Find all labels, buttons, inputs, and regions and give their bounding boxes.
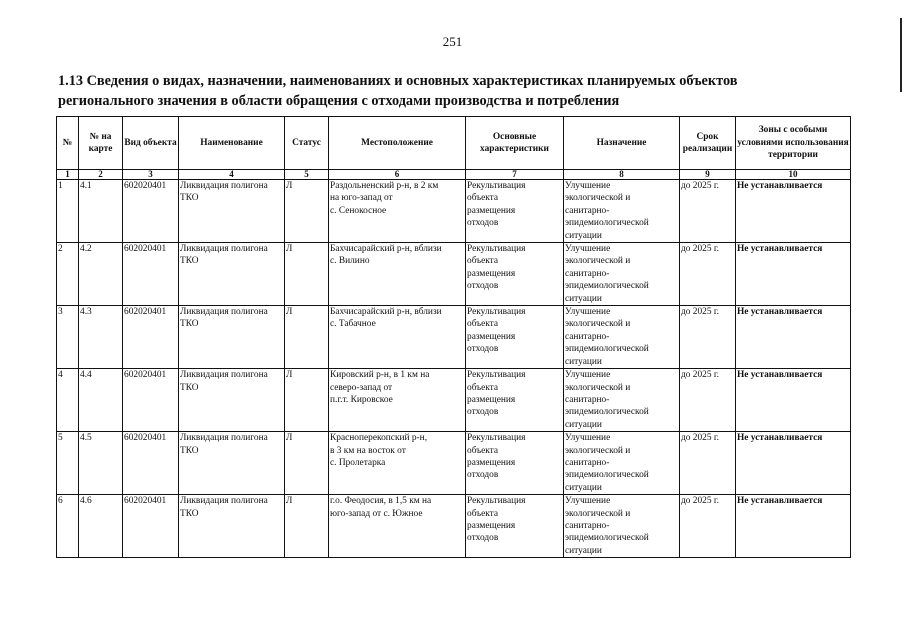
cell-zones: Не устанавливается (736, 180, 851, 243)
cell-location-text: Бахчисарайский р-н, вблизи с. Вилино (330, 244, 442, 267)
cell-purpose (564, 495, 680, 558)
cell-map-no: 4.5 (79, 432, 123, 495)
cell-purpose-text: Улучшение экологической и санитарно- эпидемиологической ситуации (565, 181, 649, 241)
cell-name (179, 306, 285, 369)
cell-map-no: 4.1 (79, 180, 123, 243)
cell-name (179, 495, 285, 558)
cell-map-no: 4.3 (79, 306, 123, 369)
column-index-cell: 2 (79, 170, 123, 180)
cell-object-type: 602020401 (123, 495, 179, 558)
cell-status: Л (285, 243, 329, 306)
column-index-cell: 8 (564, 170, 680, 180)
cell-deadline: до 2025 г. (680, 180, 736, 243)
column-index-cell: 6 (329, 170, 466, 180)
cell-location-text: Красноперекопский р-н, в 3 км на восток от с. Пролетарка (330, 433, 428, 468)
header-map-no: № на карте (79, 117, 123, 170)
column-index-cell: 3 (123, 170, 179, 180)
cell-no: 4 (57, 369, 79, 432)
cell-purpose-text: Улучшение экологической и санитарно- эпидемиологической ситуации (565, 433, 649, 493)
cell-zones: Не устанавливается (736, 432, 851, 495)
cell-zones: Не устанавливается (736, 306, 851, 369)
cell-location-text: Кировский р-н, в 1 км на северо-запад от п.г.т. Кировское (330, 370, 430, 405)
table-row (57, 306, 851, 369)
cell-no: 5 (57, 432, 79, 495)
cell-deadline: до 2025 г. (680, 495, 736, 558)
cell-map-no: 4.2 (79, 243, 123, 306)
column-index-cell: 1 (57, 170, 79, 180)
cell-no: 6 (57, 495, 79, 558)
section-title-line-2: регионального значения в области обращения с отходами производства и потребления (58, 93, 620, 109)
cell-purpose (564, 369, 680, 432)
planned-objects-table (56, 116, 851, 558)
cell-characteristics (466, 495, 564, 558)
cell-location-text: г.о. Феодосия, в 1,5 км на юго-запад от с. Южное (330, 496, 432, 519)
column-index-cell: 5 (285, 170, 329, 180)
cell-characteristics-text: Рекультивация объекта размещения отходов (467, 307, 526, 355)
cell-name (179, 432, 285, 495)
header-no: № (57, 117, 79, 170)
cell-object-type: 602020401 (123, 243, 179, 306)
cell-purpose (564, 432, 680, 495)
cell-name (179, 243, 285, 306)
cell-deadline: до 2025 г. (680, 369, 736, 432)
cell-object-type: 602020401 (123, 306, 179, 369)
cell-no: 1 (57, 180, 79, 243)
cell-status: Л (285, 180, 329, 243)
page-edge-line (900, 18, 902, 92)
header-deadline: Срок реализации (680, 117, 736, 170)
cell-characteristics-text: Рекультивация объекта размещения отходов (467, 181, 526, 229)
header-object-type: Вид объекта (123, 117, 179, 170)
cell-location (329, 495, 466, 558)
table-row (57, 369, 851, 432)
header-name: Наименование (179, 117, 285, 170)
cell-no: 3 (57, 306, 79, 369)
cell-status: Л (285, 306, 329, 369)
column-index-cell: 7 (466, 170, 564, 180)
cell-characteristics (466, 432, 564, 495)
page-number: 251 (442, 34, 463, 49)
cell-purpose (564, 306, 680, 369)
cell-characteristics-text: Рекультивация объекта размещения отходов (467, 370, 526, 418)
cell-name-text: Ликвидация полигона ТКО (180, 370, 268, 393)
cell-characteristics (466, 180, 564, 243)
cell-map-no: 4.4 (79, 369, 123, 432)
cell-purpose-text: Улучшение экологической и санитарно- эпидемиологической ситуации (565, 496, 649, 556)
column-index-cell: 9 (680, 170, 736, 180)
cell-zones: Не устанавливается (736, 243, 851, 306)
header-characteristics: Основные характеристики (466, 117, 564, 170)
cell-name-text: Ликвидация полигона ТКО (180, 307, 268, 330)
cell-characteristics-text: Рекультивация объекта размещения отходов (467, 496, 526, 544)
cell-deadline: до 2025 г. (680, 306, 736, 369)
cell-name (179, 180, 285, 243)
cell-characteristics-text: Рекультивация объекта размещения отходов (467, 433, 526, 481)
cell-location (329, 432, 466, 495)
cell-purpose-text: Улучшение экологической и санитарно- эпидемиологической ситуации (565, 370, 649, 430)
header-purpose: Назначение (564, 117, 680, 170)
header-status: Статус (285, 117, 329, 170)
cell-deadline: до 2025 г. (680, 243, 736, 306)
cell-status: Л (285, 432, 329, 495)
cell-name-text: Ликвидация полигона ТКО (180, 496, 268, 519)
cell-purpose-text: Улучшение экологической и санитарно- эпидемиологической ситуации (565, 307, 649, 367)
cell-purpose (564, 180, 680, 243)
cell-map-no: 4.6 (79, 495, 123, 558)
section-title (58, 71, 858, 111)
cell-status: Л (285, 495, 329, 558)
cell-status: Л (285, 369, 329, 432)
cell-object-type: 602020401 (123, 432, 179, 495)
cell-zones: Не устанавливается (736, 495, 851, 558)
cell-location (329, 369, 466, 432)
column-index-row (57, 170, 851, 180)
cell-location (329, 180, 466, 243)
table-row (57, 243, 851, 306)
cell-deadline: до 2025 г. (680, 432, 736, 495)
cell-location-text: Бахчисарайский р-н, вблизи с. Табачное (330, 307, 442, 330)
cell-object-type: 602020401 (123, 369, 179, 432)
cell-location (329, 306, 466, 369)
cell-location (329, 243, 466, 306)
column-index-cell: 10 (736, 170, 851, 180)
table-header-row (57, 117, 851, 170)
cell-characteristics-text: Рекультивация объекта размещения отходов (467, 244, 526, 292)
cell-name-text: Ликвидация полигона ТКО (180, 181, 268, 204)
cell-characteristics (466, 243, 564, 306)
cell-purpose (564, 243, 680, 306)
cell-purpose-text: Улучшение экологической и санитарно- эпидемиологической ситуации (565, 244, 649, 304)
table-row (57, 495, 851, 558)
table-row (57, 432, 851, 495)
table-row (57, 180, 851, 243)
cell-zones: Не устанавливается (736, 369, 851, 432)
section-title-line-1: 1.13 Сведения о видах, назначении, наименованиях и основных характеристиках планируемых объектов (58, 73, 738, 89)
cell-name-text: Ликвидация полигона ТКО (180, 433, 268, 456)
cell-no: 2 (57, 243, 79, 306)
header-location: Местоположение (329, 117, 466, 170)
cell-location-text: Раздольненский р-н, в 2 км на юго-запад от с. Сенокосное (330, 181, 439, 216)
column-index-cell: 4 (179, 170, 285, 180)
cell-name-text: Ликвидация полигона ТКО (180, 244, 268, 267)
cell-name (179, 369, 285, 432)
header-zones: Зоны с особыми условиями использования территории (736, 117, 851, 170)
cell-object-type: 602020401 (123, 180, 179, 243)
cell-characteristics (466, 369, 564, 432)
cell-characteristics (466, 306, 564, 369)
